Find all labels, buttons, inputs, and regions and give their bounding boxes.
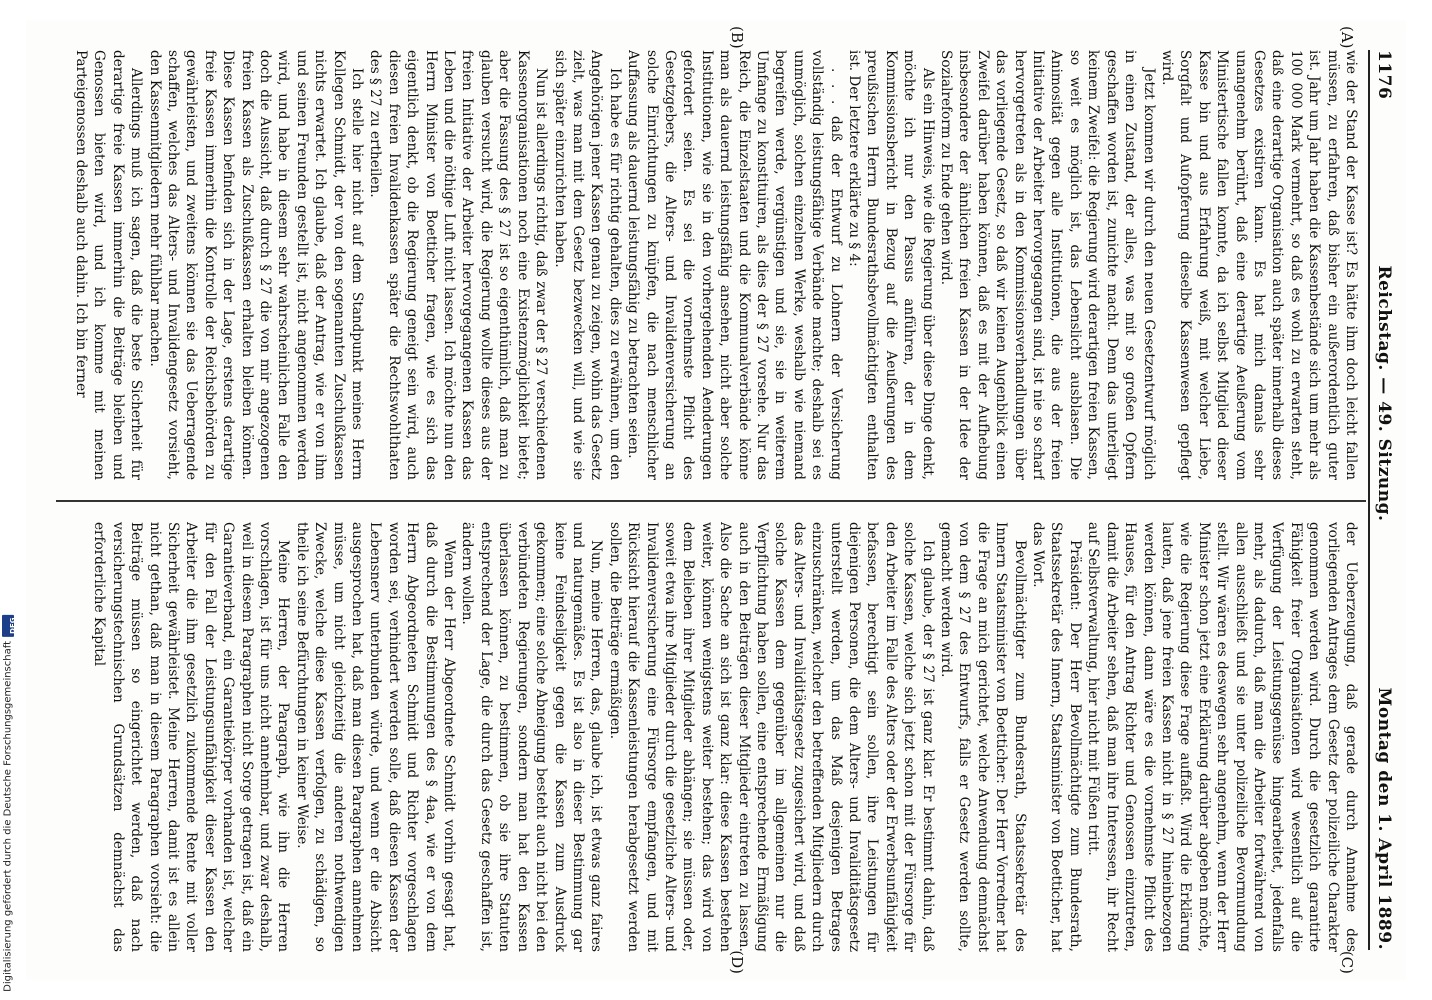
dfg-logo: DFG — [2, 615, 14, 637]
left-column — [60, 50, 1360, 480]
paragraph: Nun, meine Herren, das, glaube ich, ist etwas ganz faires und naturgemäßes. Es ist also in dieser Bestimmung gar keine Feindseligkeit gegen die Kassen zum Ausdruck gekommen; eine solche Abneigung besteht auch nicht bei den verbündeten Regierungen, sondern man hat den Kassen überlassen können, zu bestimmen, ob sie ihre Statuten entsprechend der Lage, die durch das Gesetz geschaffen ist, ändern wollen. — [459, 522, 605, 952]
paragraph: Ich stelle hier nicht auf dem Standpunkt meines Herrn Kollegen Schmidt, der von den sogenannten Zuschußkassen nichts erwartet. Ich glaube, daß der Antrag, wie er von ihm und seinen Freunden gestellt ist, nicht angenommen werden wird, und habe in diesem sehr wahrscheinlichen Falle den doch die Aussicht, daß durch § 27 die von mir angezogenen freien Kassen als Zuschußkassen erhalten bleiben können. Diese Kassen befinden sich in der Lage, erstens derartige freie Kassen immerhin die Kontrolle der Reichsbehörden zu gewährleisten, und zweitens können sie das Ueberragende schaffen, welches das Alters- und Invalidengesetz vorsieht, den Kassenmitgliedern mehr fühlbar machen. — [146, 50, 366, 480]
speaker-paragraph: Bevollmächtigter zum Bundesrath, Staatssekretär des Innern Staatsminister von Boetticher: Der Herr Vorredner hat die Frage an mich gerichtet, welche Anwendung demnächst von dem § 27 des Entwurfs, falls er Gesetz werden sollte, gemacht werden wird. — [938, 522, 1028, 952]
right-column — [60, 522, 1360, 952]
paragraph: Ich glaube, der § 27 ist ganz klar. Er bestimmt dahin, daß solche Kassen, welche sich jetzt schon mit der Fürsorge für den Arbeiter im Falle des Alters oder der Erwerbsunfähigkeit befassen, berechtigt sein sollen, ihre Leistungen für diejenigen Personen, die dem Alters- und Invaliditätsgesetz unterstellt werden, um das Maß desjenigen Betrages einzuschränken, welcher den betreffenden Mitgliedern durch das Alters- und Invaliditätsgesetz zugesichert wird, und daß solche Kassen dem gegenüber im allgemeinen nur die Verpflichtung haben sollen, eine entsprechende Ermäßigung auch in den Beiträgen dieser Mitglieder eintreten zu lassen. Also die Sache an sich ist ganz klar: diese Kassen bestehen weiter, können wenigstens weiter bestehen; das wird von dem Belieben ihrer Mitglieder abhängen; sie müssen oder, soweit etwa ihre Mitglieder durch die gesetzliche Alters- und Invalidenversicherung eine Fürsorge empfangen, und mit Rücksicht hierauf die Kassenleistungen herabgesetzt werden sollen, die Beiträge ermäßigen. — [606, 522, 936, 952]
column-divider — [56, 500, 1366, 502]
quotation: . . . daß der Entwurf zu Lohnern der Versicherung vollständig leistungsfähige Verbände machte; deshalb sei es unmöglich, solchen einzelnen Werke, weshalb wie niemand begreifen werde, vergünstigen und sie, sie in weiterem Umfange zu konstituiren, als dies der § 27 vorsehe. Nur das Reich, die Einzelstaaten und die Kommunalverbände könne man als dauernd leistungsfähig ansehen, nicht aber solche Institutionen, wie sie in den vorhergehenden Aenderungen gefordert seien. Es sei die vornehmste Pflicht des Gesetzgebers, die Alters- und Invalidenversicherung an solche Einrichtungen zu knüpfen, die nach menschlicher Auffassung als dauernd leistungsfähig zu betrachten seien. — [625, 50, 844, 480]
paragraph: Wenn der Herr Abgeordnete Schmidt vorhin gesagt hat, daß durch die Bestimmungen des § 4aa, wie er von dem Herrn Abgeordneten Schmidt und Richter vorgeschlagen worden sei, verhindert werden solle, daß diesen Kassen der Lebensnerv unterbunden würde, und wenn er die Absicht ausgesprochen hat, daß man diesen Paragraphen annehmen müsse, um nicht gleichzeitig die anderen nothwendigen Zwecke, welche diese Kassen verfolgen, zu schädigen, so theile ich seine Befürchtungen in keiner Weise. — [293, 522, 458, 952]
paragraph: Jetzt kommen wir durch den neuen Gesetzentwurf möglich in einen Zustand, der alles, was mit so großen Opfern geschaffen worden ist, zunichte macht. Denn das unterliegt keinem Zweifel: die Regierung wird derartigen freien Kassen, so weit es möglich ist, das Lebenslicht ausblasen. Die Animosität gegen alle Institutionen, die aus der freien Initiative der Arbeiter hervorgegangen sind, ist nie so scharf hervorgetreten als in den Kommissionsverhandlungen über das vorliegende Gesetz, so daß wir keinen Augenblick einen Zweifel darüber haben können, daß es mit der Aufhebung insbesondere der ähnlichen freien Kassen in der Idee der Sozialreform zu Ende gehen wird. — [938, 50, 1157, 480]
margin-marker-b: (B) — [728, 26, 746, 49]
paragraph: wie der Stand der Kasse ist? Es hätte ihm doch leicht fallen müssen, zu erfahren, daß bisher ein außerordentlich guter ist. Jahr um Jahr haben die Kassenbestände sich um mehr als 100 000 Mark vermehrt, so daß es wohl zu erwarten steht, daß eine derartige Organisation auch später innerhalb dieses Gesetzes existiren kann. Es hat mich damals sehr unangenehm berührt, daß eine derartige Aeußerung vom Ministertische fallen konnte, da ich selbst Mitglied dieser Kasse bin und aus Erfahrung weiß, mit welcher Liebe, Sorgfalt und Aufopferung dieselbe Kassenwesen gepflegt wird. — [1158, 50, 1359, 480]
header-title: Reichstag. — 49. Sitzung. — [1374, 265, 1394, 522]
paragraph: Als ein Hinweis, wie die Regierung über diese Dinge denkt, möchte ich nur den Passus anführen, der in dem Kommissionsbericht in Bezug auf die Aeußerungen des preußischen Herrn Bundesrathsbevollmächtigten enthalten ist. Der letztere erklärte zu § 4: — [846, 50, 936, 480]
paragraph: Nun ist allerdings richtig, daß zwar der § 27 verschiedenen Kassenorganisationen noch eine Existenzmöglichkeit bietet; aber die Fassung des § 27 ist so eigenthümlich, daß man zu glauben versucht wird, die Regierung wollte dieses aus der freien Initiative der Arbeiter hervorgegangenen Kassen das Leben und die nöthige Luft nicht lassen. Ich möchte nun den Herrn Minister von Boetticher fragen, wie es sich das eigentlich denkt, ob die Regierung geneigt sein wird, auch diesen freien Invalidenkassen später die Rechtswohlthaten des § 27 zu ertheilen. — [367, 50, 550, 480]
credit-text: Digitalisierung gefördert durch die Deutsche Forschungsgemeinschaft — [2, 641, 14, 992]
paragraph: Ich habe es für richtig gehalten, dies zu erwähnen, um den Angehörigen jener Kassen genau zu zeigen, wohin das Gesetz zielt, was man mit dem Gesetz bezwecken will, und wie sie sich später einzurichten haben. — [551, 50, 623, 480]
page-number: 1176 — [1374, 50, 1394, 100]
speaker-paragraph: Präsident: Der Herr Bevollmächtigte zum Bundesrath, Staatssekretär des Innern, Staatsminister von Boetticher, hat das Wort. — [1030, 522, 1083, 952]
digitization-credit — [2, 615, 17, 992]
newspaper-page — [26, 20, 1406, 980]
header-date: Montag den 1. April 1889. — [1374, 687, 1394, 950]
paragraph: Meine Herren, der Paragraph, wie ihn die Herren vorschlagen, ist für uns nicht annehmbar, und zwar deshalb, weil in diesem Paragraphen nicht Sorge getragen ist, daß ein Garantieverband, ein Garantiekörper vorhanden ist, welcher für den Fall der Leistungsunfähigkeit dieser Kassen den Arbeiter die ihm gesetzlich zukommende Rente mit voller Sicherheit gewährleistet. Meine Herren, damit ist es allein nicht gethan, daß man in diesem Paragraphen vorsieht: die Beiträge müssen so eingerichtet werden, daß nach versicherungstechnischen Grundsätzen demnächst das erforderliche Kapital — [91, 522, 292, 952]
margin-marker-c: (C) — [1338, 950, 1356, 974]
margin-marker-d: (D) — [728, 950, 746, 974]
running-head — [1368, 50, 1398, 950]
paragraph: Allerdings muß ich sagen, daß die beste Sicherheit für derartige freie Kassen immerhin die Beiträge bleiben und Genossen bieten wird, und ich komme mit meinen Parteigenossen deshalb auch dahin. Ich bin ferner — [72, 50, 145, 480]
paragraph: der Ueberzeugung, daß gerade durch Annahme des vorliegenden Antrages dem Gesetz der polizeiliche Charakter genommen werden wird. Durch die gesetzlich garantirte Fähigkeit freier Organisationen wird wesentlich auf die Verfügung der Leistungsgenüsse hingearbeitet, jedenfalls mehr, als dadurch, daß man die Arbeiter fortwährend von allen ausschließt und sie unter polizeiliche Bevormundung stellt. Wir wären es deswegen sehr angenehm, wenn der Herr Minister schon jetzt eine Erklärung darüber abgeben möchte, wie die Regierung diese Frage auffaßt. Wird die Erklärung lauten, daß jene freien Kassen nicht in § 27 hineinbezogen werden können, dann wäre es die vornehmste Pflicht des Hauses, für den Antrag Richter und Genossen einzutreten, damit die Arbeiter sehen, daß man ihre Interessen, ihr Recht auf Selbstverwaltung, hier nicht mit Füßen tritt. — [1085, 522, 1359, 952]
margin-marker-a: (A) — [1338, 26, 1356, 49]
